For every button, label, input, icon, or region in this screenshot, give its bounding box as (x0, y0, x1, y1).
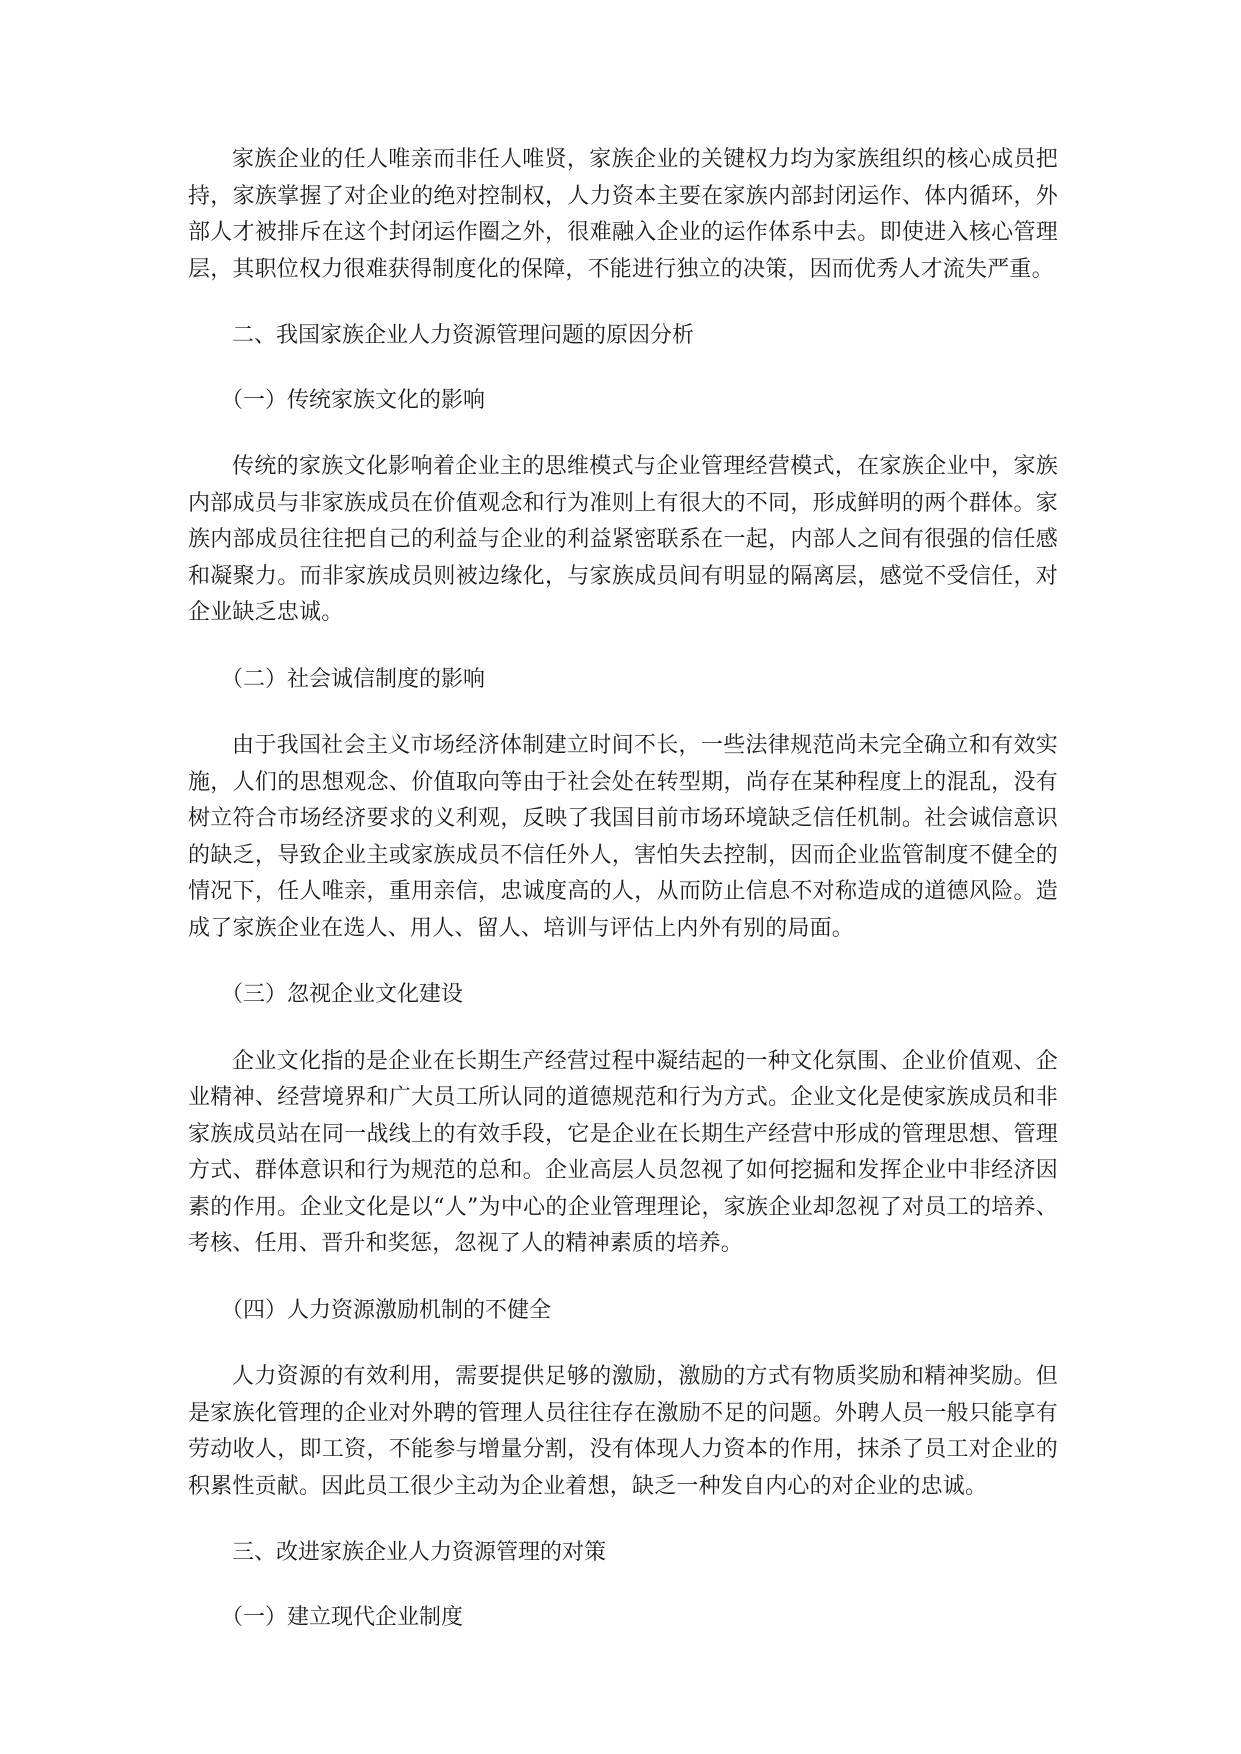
subheading-incentive-mechanism: （四）人力资源激励机制的不健全 (221, 1297, 552, 1323)
paragraph-corporate-culture: 企业文化指的是企业在长期生产经营过程中凝结起的一种文化氛围、企业价值观、企业精神、经营境界和广大员工所认同的道德规范和行为方式。企业文化是使家族成员和非家族成员站在同一战线上的有效手段，它是企业在长期生产经营中形成的管理思想、管理方式、群体意识和行为规范的总和。企业高层人员忽视了如何挖掘和发挥企业中非经济因素的作用。企业文化是以“人”为中心的企业管理理论，家族企业却忽视了对员工的培养、考核、任用、晋升和奖惩，忽视了人的精神素质的培养。 (188, 1048, 1058, 1256)
paragraph-family-enterprise-nepotism: 家族企业的任人唯亲而非任人唯贤，家族企业的关键权力均为家族组织的核心成员把持，家族掌握了对企业的绝对控制权，人力资本主要在家族内部封闭运作、体内循环，外部人才被排斥在这个封闭运作圈之外，很难融入企业的运作体系中去。即使进入核心管理层，其职位权力很难获得制度化的保障，不能进行独立的决策，因而优秀人才流失严重。 (188, 147, 1058, 282)
document-page (188, 142, 1058, 1636)
section-heading-causes: 二、我国家族企业人力资源管理问题的原因分析 (232, 323, 695, 348)
section-heading-countermeasures: 三、改进家族企业人力资源管理的对策 (232, 1540, 607, 1565)
paragraph-social-credit: 由于我国社会主义市场经济体制建立时间不长，一些法律规范尚未完全确立和有效实施，人们的思想观念、价值取向等由于社会处在转型期，尚存在某种程度上的混乱，没有树立符合市场经济要求的义利观，反映了我国目前市场环境缺乏信任机制。社会诚信意识的缺乏，导致企业主或家族成员不信任外人，害怕失去控制，因而企业监管制度不健全的情况下，任人唯亲，重用亲信，忠诚度高的人，从而防止信息不对称造成的道德风险。造成了家族企业在选人、用人、留人、培训与评估上内外有别的局面。 (188, 733, 1058, 941)
subheading-social-credit: （二）社会诚信制度的影响 (221, 666, 486, 692)
subheading-corporate-culture: （三）忽视企业文化建设 (221, 982, 464, 1007)
subheading-traditional-culture: （一）传统家族文化的影响 (221, 387, 486, 413)
paragraph-traditional-culture: 传统的家族文化影响着企业主的思维模式与企业管理经营模式，在家族企业中，家族内部成员与非家族成员在价值观念和行为准则上有很大的不同，形成鲜明的两个群体。家族内部成员往往把自己的利益与企业的利益紧密联系在一起，内部人之间有很强的信任感和凝聚力。而非家族成员则被边缘化，与家族成员间有明显的隔离层，感觉不受信任，对企业缺乏忠诚。 (188, 454, 1058, 625)
paragraph-incentive-mechanism: 人力资源的有效利用，需要提供足够的激励，激励的方式有物质奖励和精神奖励。但是家族化管理的企业对外聘的管理人员往往存在激励不足的问题。外聘人员一般只能享有劳动收人，即工资，不能参与增量分割，没有体现人力资本的作用，抹杀了员工对企业的积累性贡献。因此员工很少主动为企业着想，缺乏一种发自内心的对企业的忠诚。 (188, 1364, 1058, 1499)
subheading-modern-enterprise-system: （一）建立现代企业制度 (221, 1604, 464, 1630)
